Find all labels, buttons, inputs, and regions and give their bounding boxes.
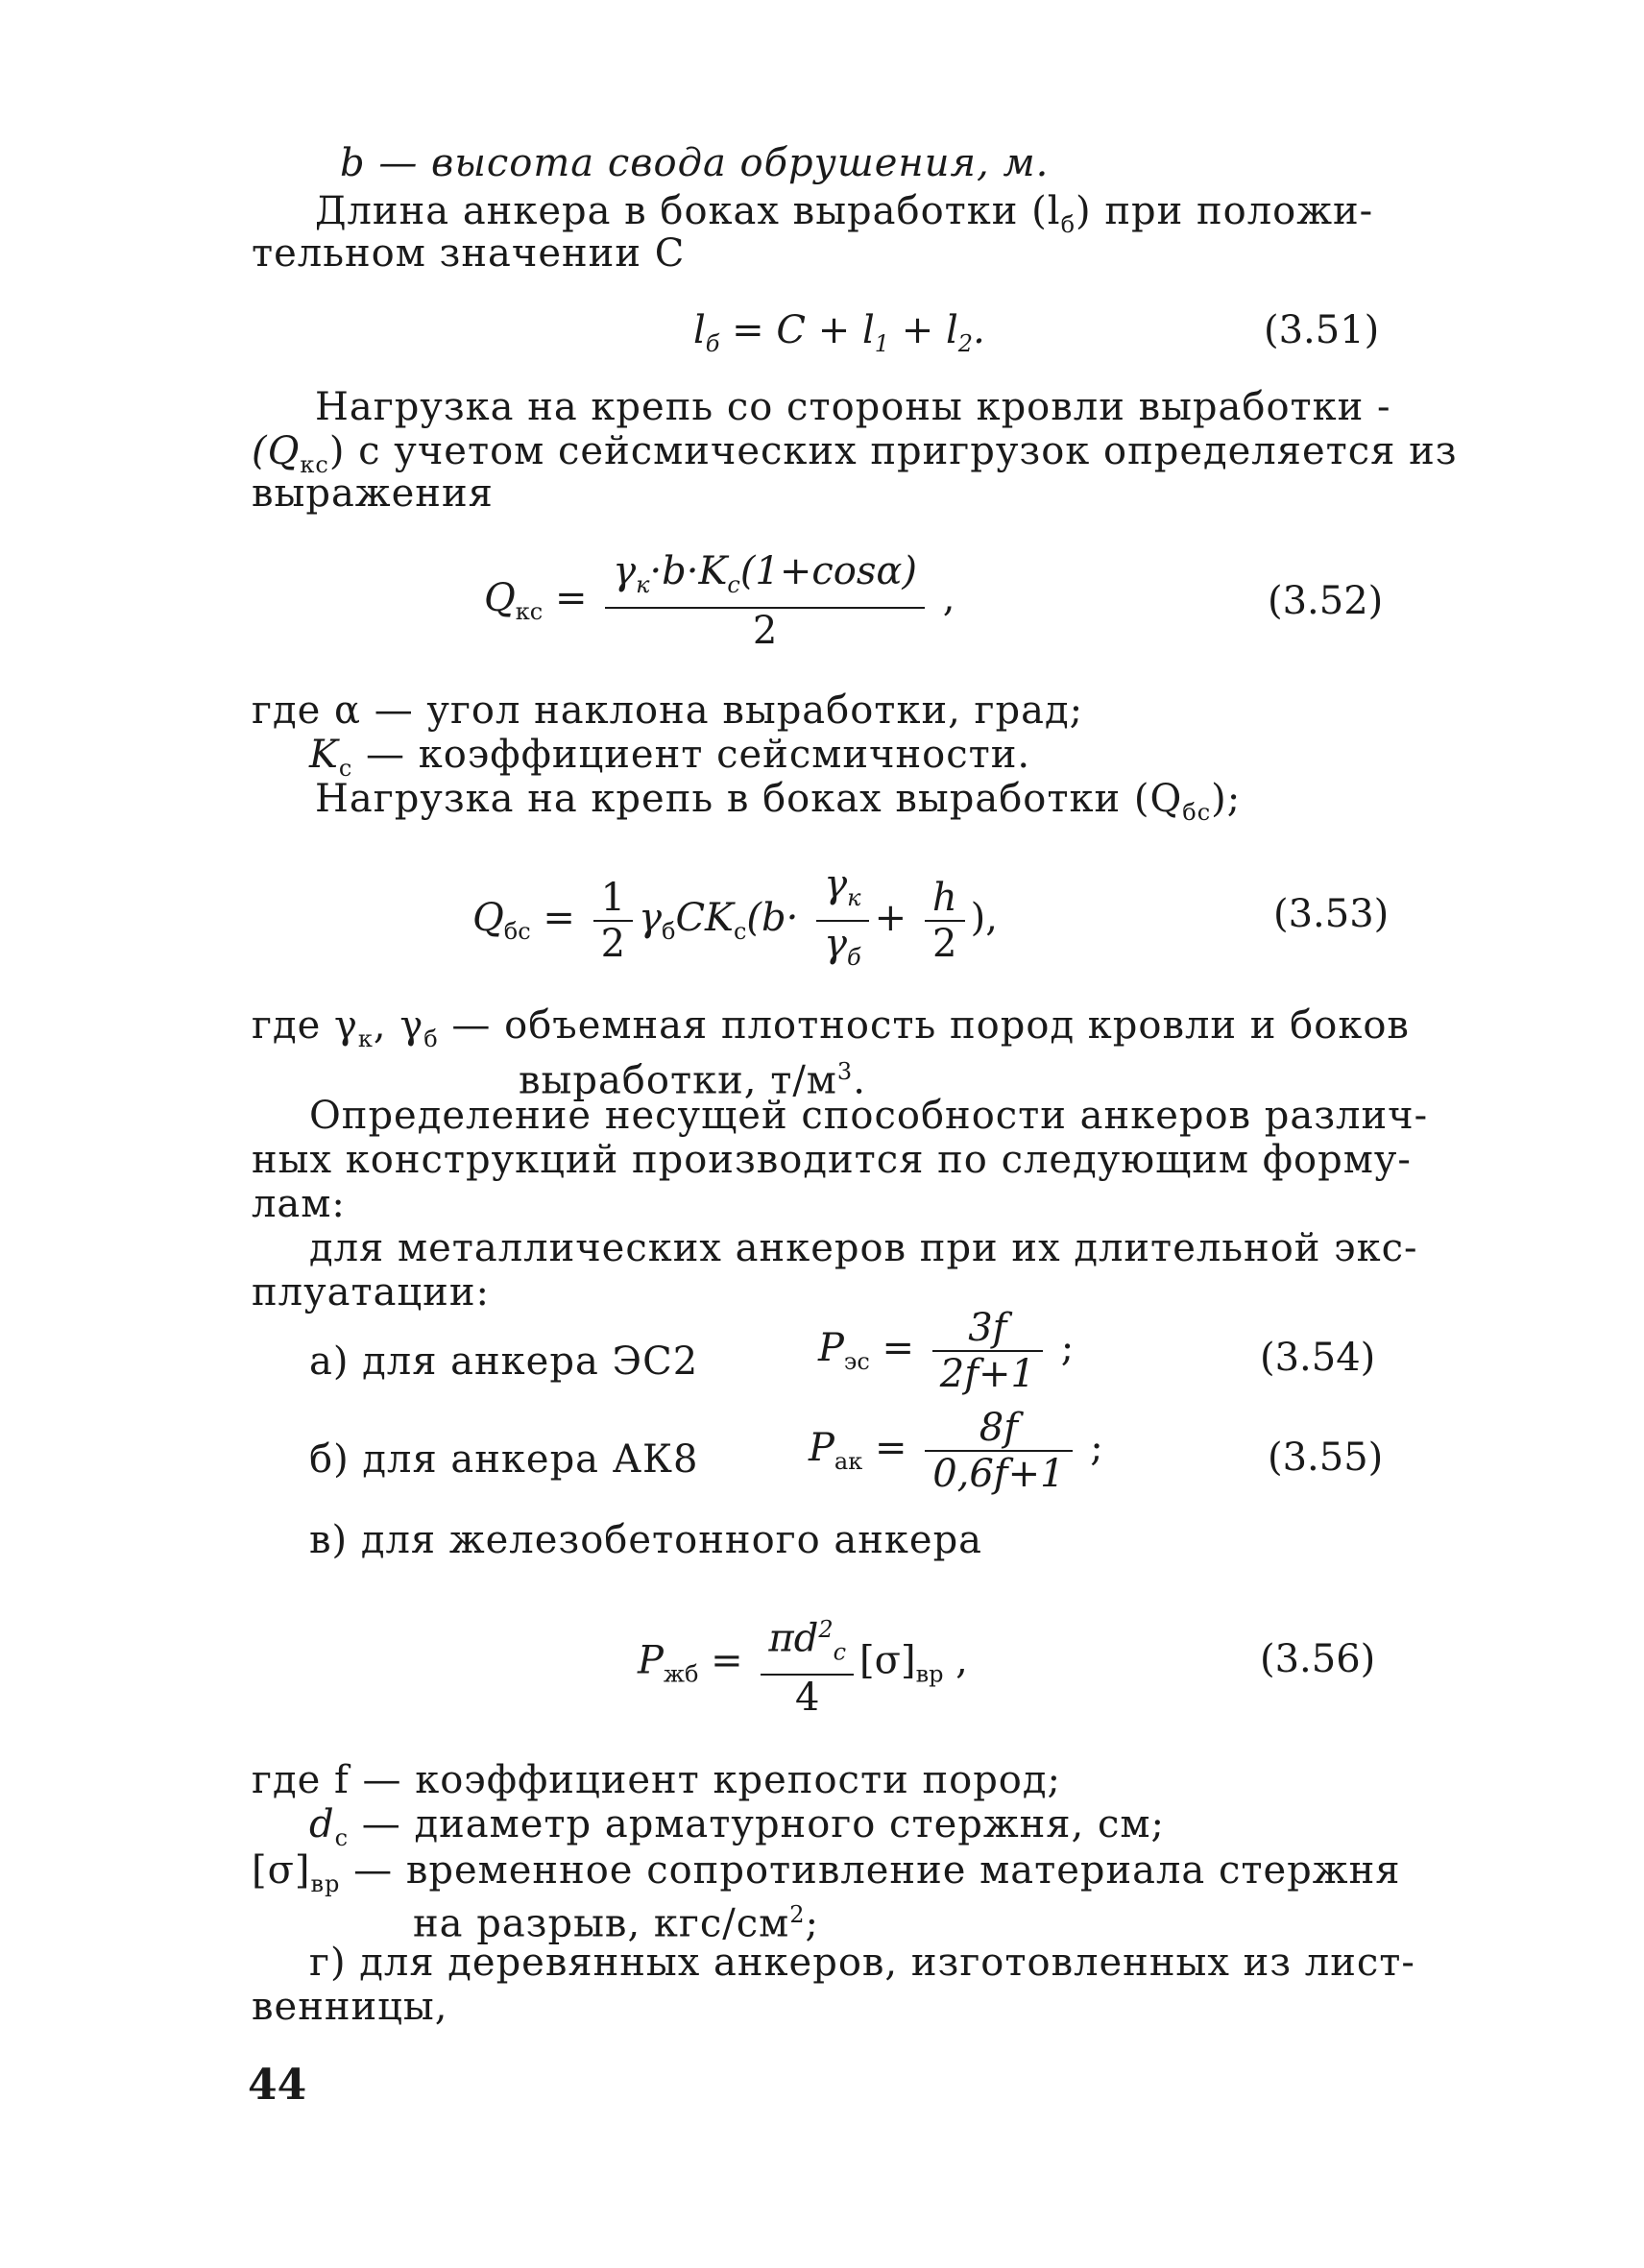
equation-3-53: $Q_{бс}$ = $\frac{1}{2}$ $\gamma_бCK_с(b\cdot$ $\frac{\gamma_к}{\gamma_б}$ + $\frac{h}{2}$ ), xyxy=(472,862,998,979)
equation-3-52: $Q_{кс}$ = $\frac{\gamma_к\cdot b\cdot K_с(1+\cos\alpha)}{2}$ , xyxy=(484,549,955,653)
text-line-5: $(Q_{кс})$ с учетом сейсмических пригрузок определяется из xyxy=(252,429,1458,478)
text-line-8: $K_с$ — коэффициент сейсмичности. xyxy=(309,733,1031,782)
equation-3-51: $l_б = C + l_1 + l_2$. xyxy=(693,308,985,357)
text-line-14: лам: xyxy=(252,1182,346,1226)
text-line-10: где $\gamma_к$, $\gamma_б$ — объемная плотность пород кровли и боков xyxy=(252,1003,1410,1052)
equation-number-3-54: (3.54) xyxy=(1260,1336,1376,1380)
text-line-20: где f — коэффициент крепости пород; xyxy=(252,1758,1061,1802)
text-line-21: $d_с$ — диаметр арматурного стержня, см; xyxy=(309,1802,1165,1851)
text-line-24: г) для деревянных анкеров, изготовленных из лист- xyxy=(309,1941,1415,1985)
fraction-h-half: $\frac{h}{2}$ xyxy=(925,876,965,966)
equation-number-3-52: (3.52) xyxy=(1268,579,1384,623)
text-line-17: а) для анкера ЭС2 xyxy=(309,1339,699,1384)
text-line-16: плуатации: xyxy=(252,1270,490,1315)
text-line-4: Нагрузка на крепь со стороны кровли выработки - xyxy=(315,385,1391,429)
equation-number-3-56: (3.56) xyxy=(1260,1637,1376,1681)
equation-3-56: $P_{жб}$ = $\frac{\pi d^2_с}{4}$ $[\sigma]_{вр}$ , xyxy=(638,1607,968,1720)
text-line-13: ных конструкций производится по следующим форму- xyxy=(252,1138,1412,1182)
text-line-2: Длина анкера в боках выработки $(l_б)$ при положи- xyxy=(315,189,1374,238)
equation-number-3-55: (3.55) xyxy=(1268,1436,1384,1480)
text-line-19: в) для железобетонного анкера xyxy=(309,1518,983,1562)
fraction: $\frac{\pi d^2_с}{4}$ xyxy=(761,1607,854,1720)
fraction: $\frac{8f}{0,6f+1}$ xyxy=(925,1406,1072,1496)
text-line-22: $[\sigma]_{вр}$ — временное сопротивление материала стержня xyxy=(252,1848,1401,1897)
text-line-1: b — высота свода обрушения, м. xyxy=(340,141,1050,185)
text-line-23: на разрыв, кгс/$см^2$; xyxy=(413,1901,819,1946)
equation-3-55: $P_{ак}$ = $\frac{8f}{0,6f+1}$ ; xyxy=(809,1406,1103,1496)
page-number: 44 xyxy=(248,2061,307,2110)
text-line-3: тельном значении C xyxy=(252,231,686,276)
fraction: $\frac{3f}{2f+1}$ xyxy=(932,1306,1043,1396)
fraction: $\frac{\gamma_к\cdot b\cdot K_с(1+\cos\alpha)}{2}$ xyxy=(605,549,925,653)
text-line-11: выработки, $т/м^3$. xyxy=(519,1058,866,1103)
fraction-one-half: $\frac{1}{2}$ xyxy=(593,876,633,966)
equation-number-3-51: (3.51) xyxy=(1264,308,1380,352)
text-line-12: Определение несущей способности анкеров различ- xyxy=(309,1094,1429,1138)
text-line-25: венницы, xyxy=(252,1985,448,2029)
text-line-15: для металлических анкеров при их длительной экс- xyxy=(309,1226,1418,1270)
text-line-6: выражения xyxy=(252,471,494,516)
equation-number-3-53: (3.53) xyxy=(1273,892,1390,936)
text-line-9: Нагрузка на крепь в боках выработки $(Q_{бс})$; xyxy=(315,777,1242,826)
fraction-density-ratio: $\frac{\gamma_к}{\gamma_б}$ xyxy=(816,862,869,979)
text-line-18: б) для анкера АК8 xyxy=(309,1437,699,1482)
text-line-7: где α — угол наклона выработки, град; xyxy=(252,688,1084,733)
equation-3-54: $P_{эс}$ = $\frac{3f}{2f+1}$ ; xyxy=(818,1306,1075,1396)
